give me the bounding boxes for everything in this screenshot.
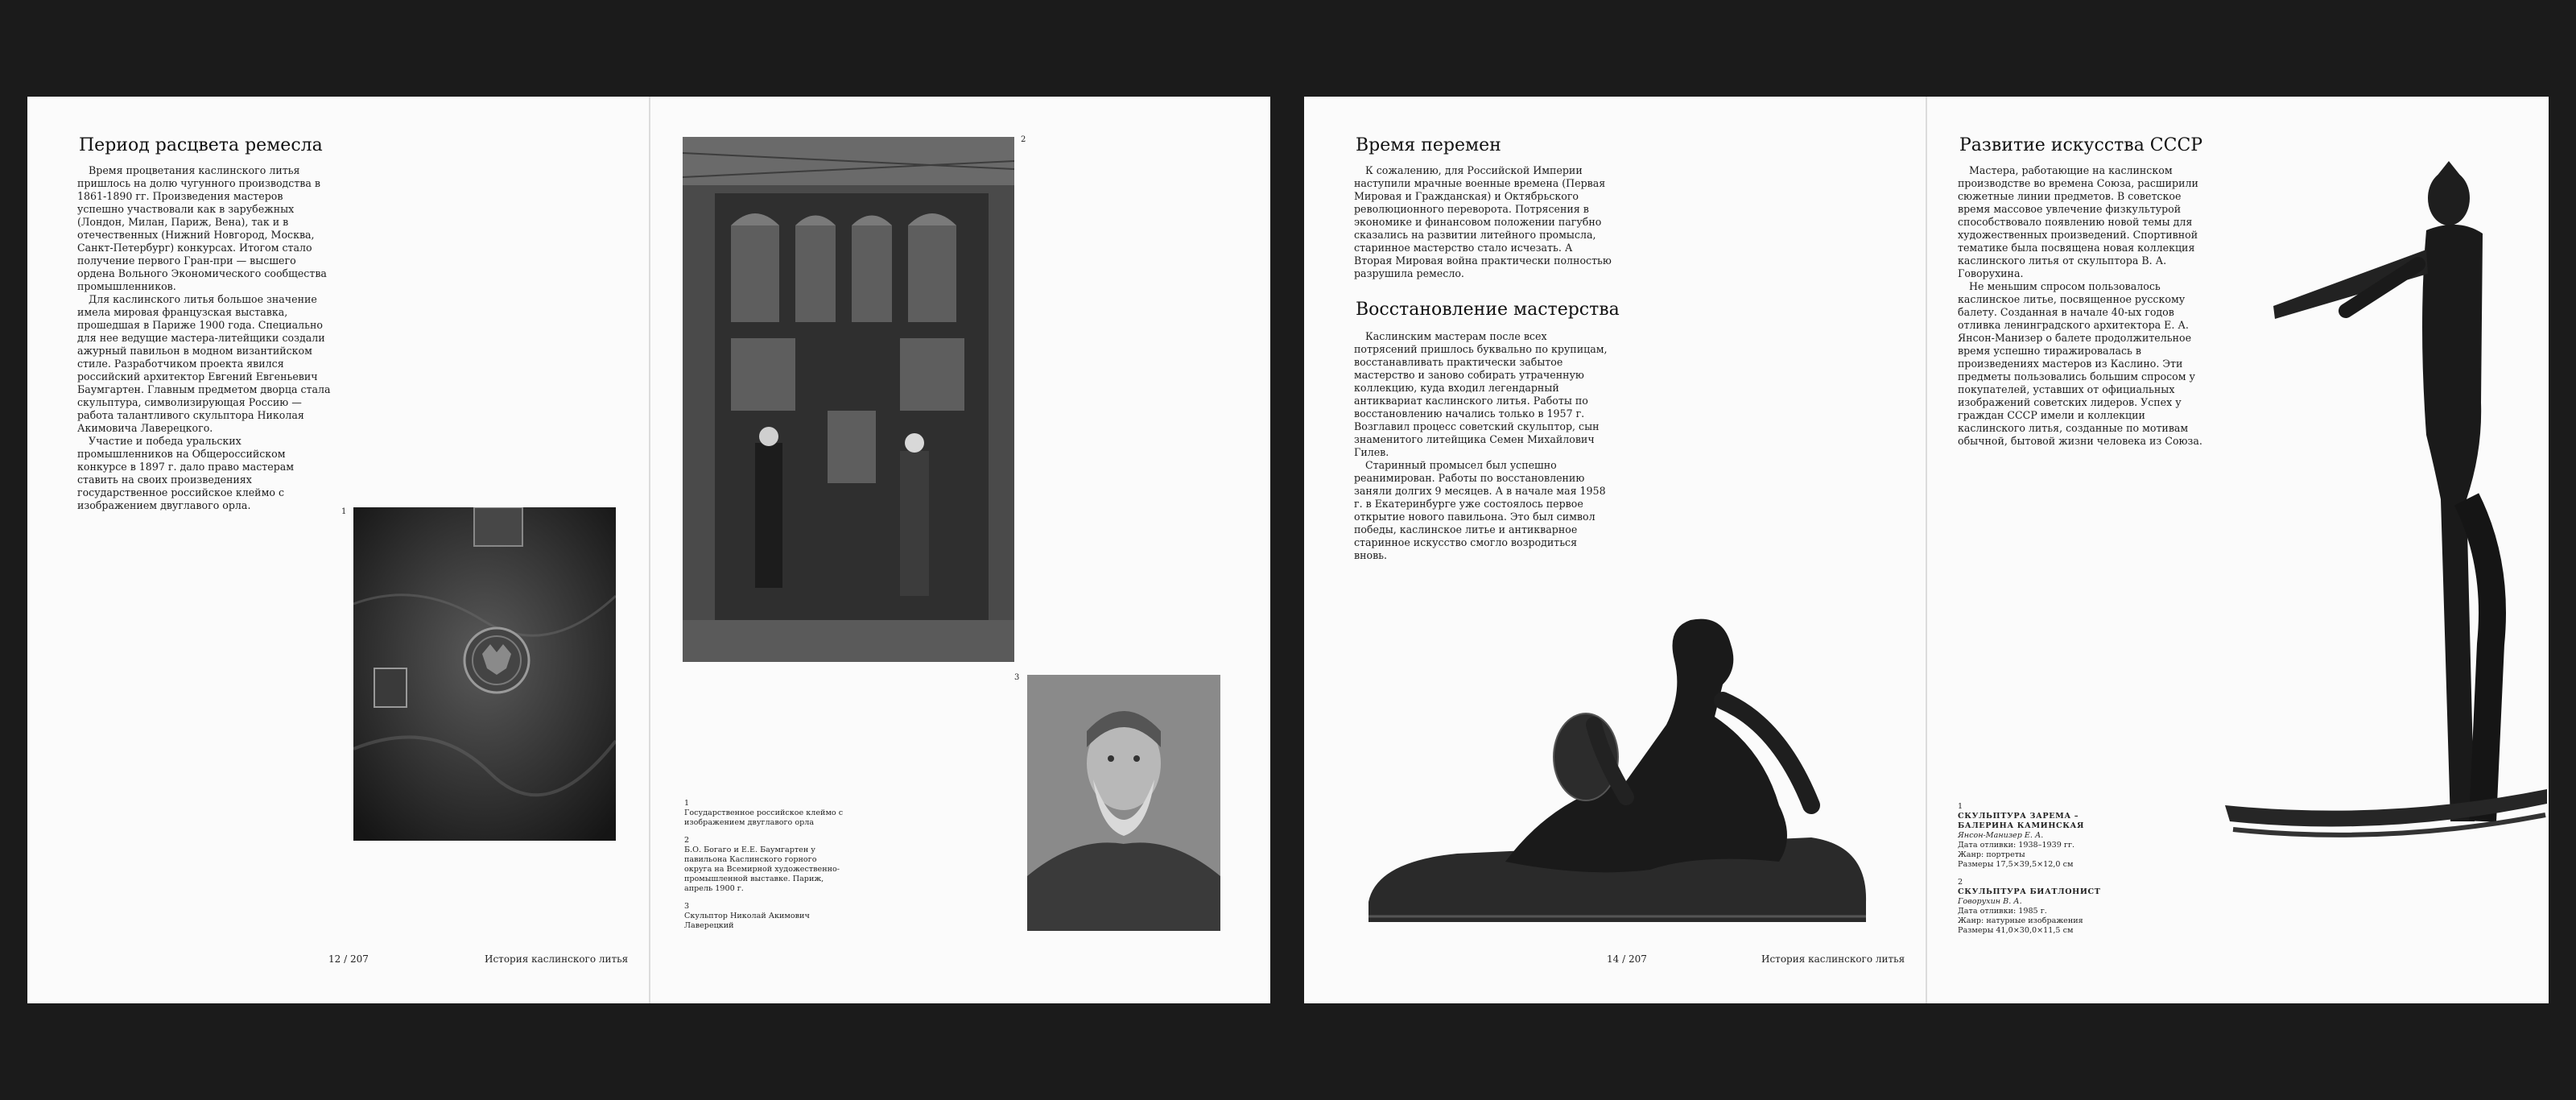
caption-text: Б.О. Богаго и Е.Е. Баумгартен у павильона Каслинского горного округа на Всемирной художественно-промышленной выставке. Париж, апрель 1900 г. [684,846,840,893]
body-text-changes [1354,164,1612,280]
caption-line: Дата отливки: 1985 г. [1958,907,2047,916]
page-number: 14 / 207 [1607,953,1647,965]
caption-author: Говорухин В. А. [1958,897,2022,906]
caption-line: Дата отливки: 1938–1939 гг. [1958,841,2075,850]
caption-item [684,902,845,931]
caption-number: 2 [684,836,690,845]
caption-author: Янсон-Манизер Е. А. [1958,831,2044,840]
reclining-ballerina-sculpture-icon [1360,596,1876,934]
book-spread-1 [27,97,1270,1003]
paragraph: Для каслинского литья большое значение имела мировая французская выставка, прошедшая в Париже 1900 года. Специально для нее ведущие мастера-литейщики создали ажурный павильон в модном византийском стиле. Разработчиком проекта явился российский архитектор Евгений Евгеньевич Баумгартен. Главным предметом дворца стала скульптура, символизирующая Россию — работа талантливого скульптора Николая Акимовича Лаверецкого. [77,293,331,434]
paragraph: Не меньшим спросом пользовалось каслинское литье, посвященное русскому балету. Созданная в начале 40-ых годов отливка ленинградского архитектора Е. А. Янсон-Манизер о балете продолжительное время успешно тиражировалась в произведениях мастеров из Каслино. Эти предметы пользовались большим спросом у покупателей, уставших от официальных изображений советских лидеров. Успех у граждан СССР имели и коллекции каслинского литья, созданные по мотивам обычной, бытовой жизни человека из Союза. [1958,280,2202,447]
book-spread-2 [1304,97,2549,1003]
caption-text: Государственное российское клеймо с изображением двуглавого орла [684,808,844,827]
caption-line: Размеры 41,0×30,0×11,5 см [1958,926,2074,935]
caption-number: 1 [1958,802,1963,811]
sculpture-captions [1958,802,2119,944]
caption-line: Жанр: натурные изображения [1958,916,2083,925]
figure-number: 3 [1014,673,1020,682]
portrait-photo[interactable] [1027,675,1220,931]
caption-item [1958,878,2119,936]
caption-item [1958,802,2119,870]
figure-number: 1 [341,507,347,516]
biathlete-sculpture-photo[interactable] [2225,161,2547,910]
paragraph: Время процветания каслинского литья пришлось на долю чугунного производства в 1861-1890 гг. Произведения мастеров успешно участвовали как в зарубежных (Лондон, Милан, Париж, Вена), так и в отечественных (Нижний Новгород, Москва, Санкт-Петербург) конкурсах. Итогом стало получение первого Гран-при — высшего ордена Вольного Экономического сообщества промышленников. [77,164,327,292]
caption-item [684,799,845,828]
section-title-ussr: Развитие искусства СССР [1959,135,2203,155]
section-title-restoration: Восстановление мастерства [1356,300,1620,320]
biathlete-sculpture-icon [2225,161,2547,910]
pavilion-photo[interactable] [683,137,1014,662]
ballerina-sculpture-photo[interactable] [1360,596,1876,934]
caption-number: 2 [1958,878,1963,887]
caption-item [684,836,845,894]
page-gutter [649,97,650,1003]
running-title: История каслинского литья [1761,953,1905,965]
stamp-photo[interactable] [353,507,616,841]
body-text-ussr [1958,164,2209,448]
figure-captions [684,799,845,939]
caption-title: СКУЛЬПТУРА ЗАРЕМА – БАЛЕРИНА КАМИНСКАЯ [1958,812,2085,830]
page-number: 12 / 207 [328,953,369,965]
caption-title: СКУЛЬПТУРА БИАТЛОНИСТ [1958,887,2101,896]
section-title-heyday: Период расцвета ремесла [79,135,323,155]
paragraph: Старинный промысел был успешно реанимирован. Работы по восстановлению заняли долгих 9 месяцев. А в начале мая 1958 г. в Екатеринбурге уже состоялось первое открытие нового павильона. Это был символ победы, каслинское литье и антикварное старинное искусство смогло возродиться вновь. [1354,459,1606,561]
paragraph: К сожалению, для Российской Империи наступили мрачные военные времена (Первая Мировая и Гражданская) и Октябрьского революционного переворота. Потрясения в экономике и финансовом положении пагубно сказались на развитии литейного промысла, старинное мастерство стало исчезать. А Вторая Мировая война практически полностью разрушила ремесло. [1354,164,1612,279]
figure-number: 2 [1021,135,1026,144]
body-text-heyday [77,164,332,512]
paragraph: Мастера, работающие на каслинском производстве во времена Союза, расширили сюжетные линии предметов. В советское время массовое увлечение физкультурой способствовало появлению новой темы для художественных произведений. Спортивной тематике была посвящена новая коллекция каслинского литья от скульптора В. А. Говорухина. [1958,164,2198,279]
running-title: История каслинского литья [485,953,629,965]
caption-text: Скульптор Николай Акимович Лаверецкий [684,912,810,930]
page-gutter [1926,97,1927,1003]
paragraph: Участие и победа уральских промышленников на Общероссийском конкурсе в 1897 г. дало право мастерам ставить на своих произведениях государственное российское клеймо с изображением двуглавого орла. [77,435,295,511]
section-title-changes: Время перемен [1356,135,1501,155]
double-headed-eagle-stamp-icon [353,507,616,841]
caption-number: 1 [684,799,690,808]
paragraph: Каслинским мастерам после всех потрясений пришлось буквально по крупицам, восстанавливать практически забытое мастерство и заново собирать утраченную коллекцию, куда входил легендарный антиквариат каслинского литья. Работы по восстановлению начались только в 1957 г. Возглавил процесс советский скульптор, сын знаменитого литейщика Семен Михайлович Гилев. [1354,330,1608,458]
body-text-restoration [1354,330,1612,562]
caption-line: Жанр: портреты [1958,850,2025,859]
portrait-photo-icon [1027,675,1220,931]
pavilion-photo-icon [683,137,1014,662]
caption-number: 3 [684,902,690,911]
caption-line: Размеры 17,5×39,5×12,0 см [1958,860,2074,869]
